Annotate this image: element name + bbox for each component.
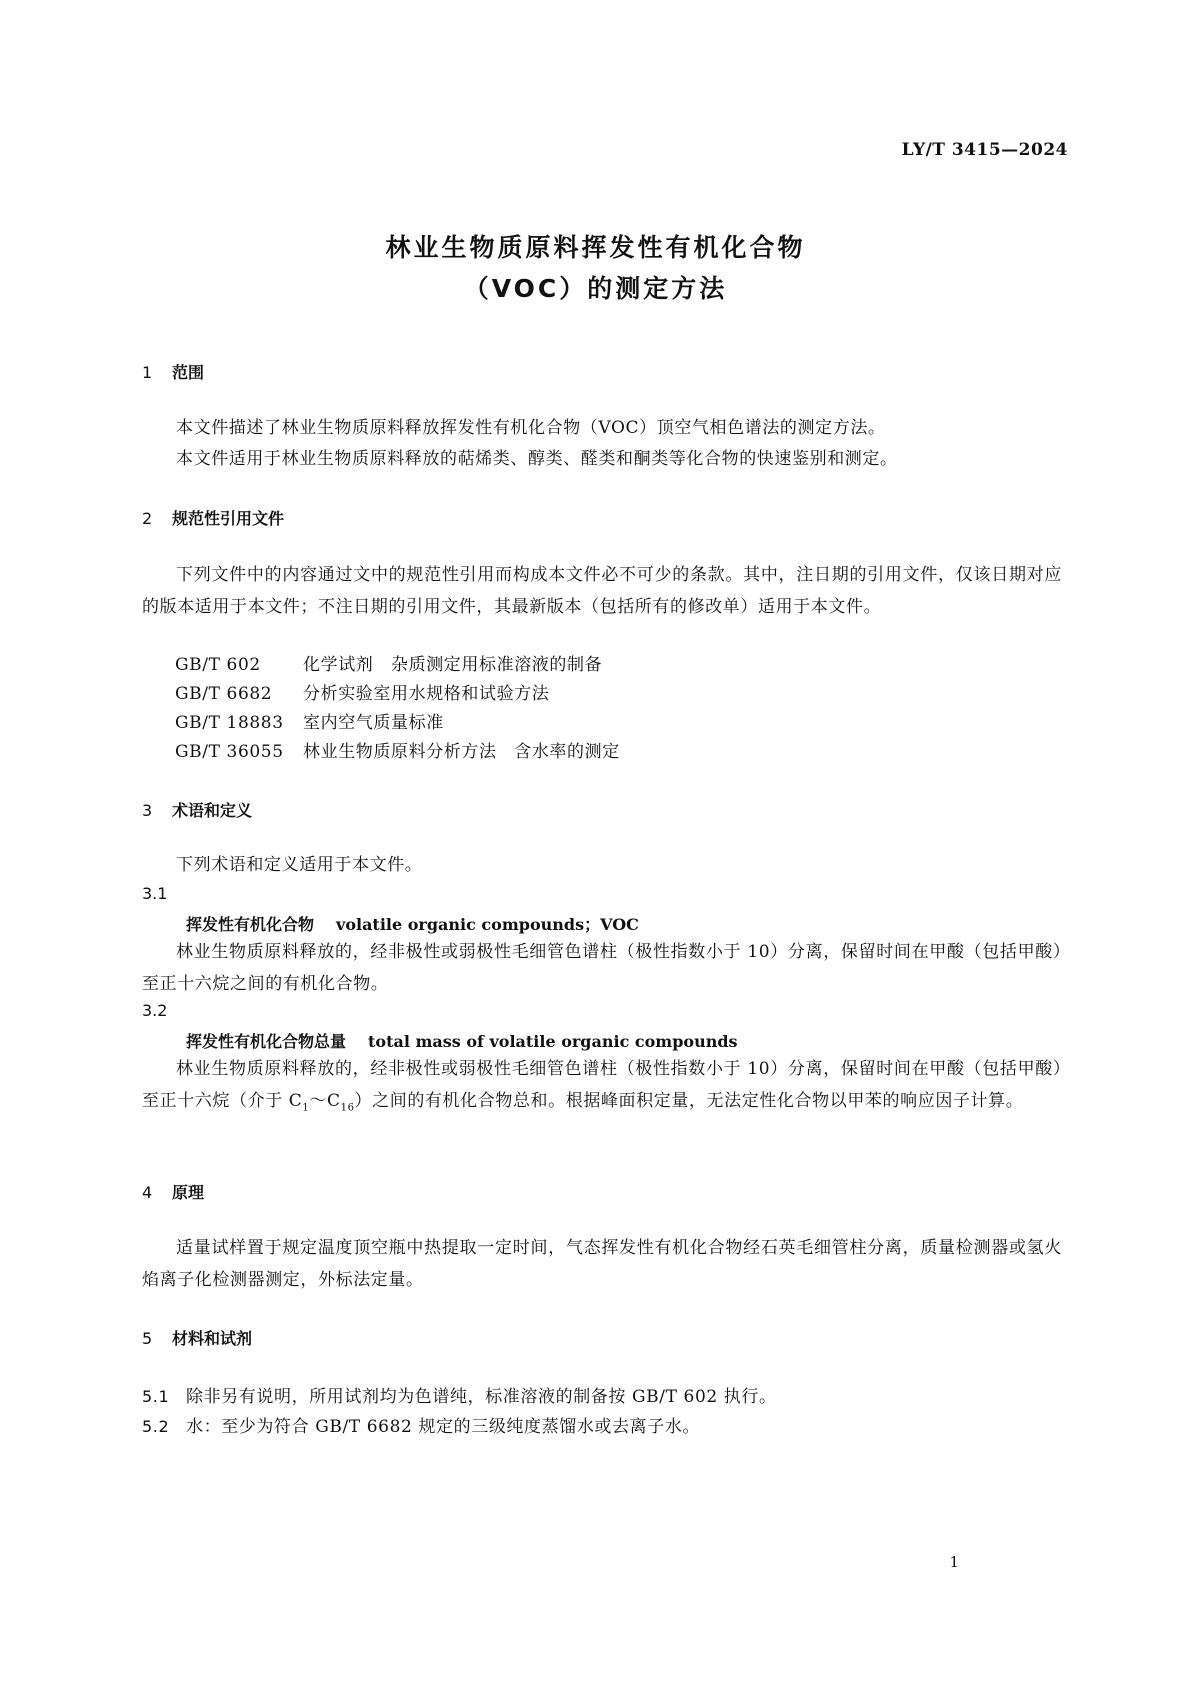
reference-title: 分析实验室用水规格和试验方法: [303, 684, 550, 704]
section-number: 1: [142, 363, 153, 382]
page-number: 1: [949, 1553, 959, 1571]
section-4-heading: [142, 1180, 204, 1203]
clause-5-2: [142, 1412, 700, 1437]
term-title: [186, 912, 639, 935]
term-definition: [142, 1054, 1062, 1123]
section-2-heading: [142, 506, 284, 529]
section-number: 3: [142, 801, 153, 820]
section-1-heading: [142, 360, 204, 383]
reference-title: 林业生物质原料分析方法 含水率的测定: [303, 742, 620, 762]
definition-text: 林业生物质原料释放的，经非极性或弱极性毛细管色谱柱（极性指数小于 10）分离，保留时间在甲酸（包括甲酸）至正十六烷（介于 C: [142, 1059, 1062, 1111]
section-1-paragraph-2: 本文件适用于林业生物质原料释放的萜烯类、醇类、醛类和酮类等化合物的快速鉴别和测定。: [176, 449, 898, 469]
section-title: 原理: [172, 1183, 205, 1202]
reference-code: GB/T 6682: [175, 684, 273, 704]
reference-item: [175, 650, 602, 675]
clause-5-1: [142, 1382, 777, 1407]
section-number: 4: [142, 1183, 153, 1202]
term-definition: 林业生物质原料释放的，经非极性或弱极性毛细管色谱柱（极性指数小于 10）分离，保留时间在甲酸（包括甲酸）至正十六烷之间的有机化合物。: [142, 942, 1062, 994]
clause-number: 5.2: [142, 1417, 170, 1436]
reference-item: [175, 679, 549, 704]
section-title: 术语和定义: [172, 801, 253, 820]
section-2-paragraph-1: 下列文件中的内容通过文中的规范性引用而构成本文件必不可少的条款。其中，注日期的引用文件，仅该日期对应的版本适用于本文件；不注日期的引用文件，其最新版本（包括所有的修改单）适用于本文件。: [142, 565, 1062, 617]
definition-text: ）之间的有机化合物总和。根据峰面积定量，无法定性化合物以甲苯的响应因子计算。: [354, 1090, 1024, 1111]
section-4-paragraph-1: 适量试样置于规定温度顶空瓶中热提取一定时间，气态挥发性有机化合物经石英毛细管柱分离，质量检测器或氢火焰离子化检测器测定，外标法定量。: [142, 1238, 1062, 1290]
term-chinese: 挥发性有机化合物: [186, 915, 315, 934]
section-number: 5: [142, 1329, 153, 1348]
clause-text: 除非另有说明，所用试剂均为色谱纯，标准溶液的制备按 GB/T 602 执行。: [186, 1387, 777, 1407]
reference-title: 化学试剂 杂质测定用标准溶液的制备: [303, 655, 603, 675]
term-english: total mass of volatile organic compounds: [368, 1032, 738, 1051]
term-english: volatile organic compounds；VOC: [336, 915, 639, 934]
section-title: 材料和试剂: [172, 1329, 253, 1348]
clause-number: 5.1: [142, 1387, 170, 1406]
section-5-heading: [142, 1326, 252, 1349]
section-3-intro: 下列术语和定义适用于本文件。: [176, 855, 423, 875]
reference-code: GB/T 602: [175, 655, 261, 675]
reference-title: 室内空气质量标准: [303, 713, 444, 733]
section-1-paragraph-1: 本文件描述了林业生物质原料释放挥发性有机化合物（VOC）顶空气相色谱法的测定方法。: [176, 418, 886, 438]
section-3-heading: [142, 798, 252, 821]
reference-item: [175, 737, 620, 762]
definition-text: ～C: [309, 1090, 341, 1111]
subscript: 16: [340, 1101, 355, 1113]
clause-text: 水：至少为符合 GB/T 6682 规定的三级纯度蒸馏水或去离子水。: [186, 1417, 701, 1437]
term-number: 3.2: [142, 1001, 168, 1020]
term-number: 3.1: [142, 884, 168, 903]
term-chinese: 挥发性有机化合物总量: [186, 1032, 347, 1051]
term-title: [186, 1029, 738, 1052]
section-number: 2: [142, 509, 153, 528]
reference-item: [175, 708, 444, 733]
standard-number: LY/T 3415—2024: [901, 140, 1068, 160]
reference-code: GB/T 18883: [175, 713, 284, 733]
section-title: 规范性引用文件: [172, 509, 285, 528]
document-title-line1: 林业生物质原料挥发性有机化合物: [385, 233, 806, 262]
document-title-line2: （VOC）的测定方法: [463, 274, 728, 303]
subscript: 1: [302, 1101, 310, 1113]
section-title: 范围: [172, 363, 205, 382]
reference-code: GB/T 36055: [175, 742, 284, 762]
